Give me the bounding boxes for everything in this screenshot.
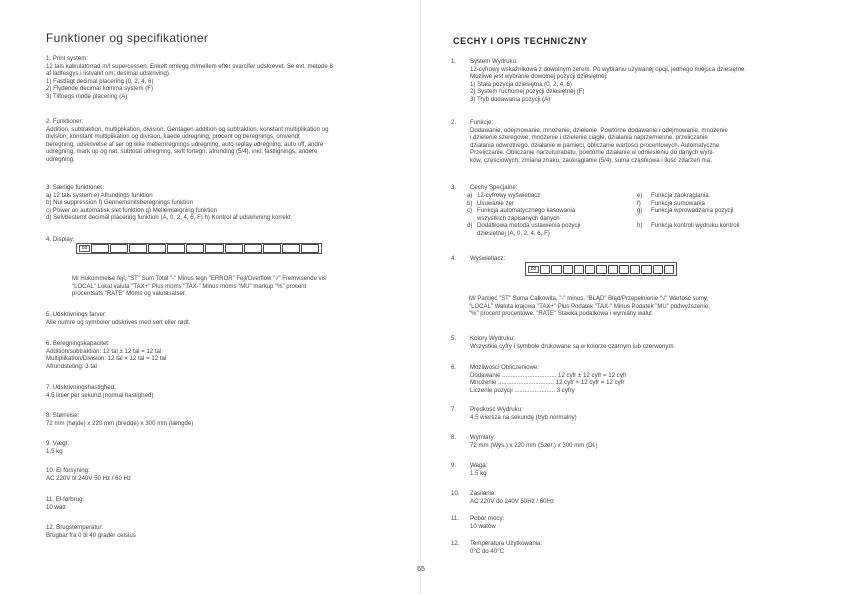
section-body: [470, 434, 821, 449]
right-display-heading: Wyświetlacz:: [470, 255, 506, 262]
lcd-digit-cell: [205, 244, 223, 253]
right-section: [451, 434, 821, 450]
lcd-digit-cell: [574, 265, 584, 274]
lcd-digit-cell: [263, 244, 281, 253]
section-number: 12.: [451, 540, 460, 547]
section-number: 3.: [451, 184, 457, 191]
left-section: [46, 118, 402, 164]
section-heading: Temperatura Użytkowania:: [470, 540, 543, 547]
left-section: [46, 440, 402, 455]
section-line: 12-cyfrowy wskaźnikowa z dowolnym zerem. Po wybraniu używanej opcji, jednego miejsca dziesiętne.: [470, 65, 747, 73]
section-line: Addition, subtraktion, multiplikation, division. Gentagen addition og subtraktion, konstant multiplikation og: [46, 125, 329, 133]
lcd-digit-cell: [664, 265, 674, 274]
lcd-digit-cell: [148, 244, 166, 253]
section-line: 10 watt: [46, 503, 66, 511]
section-heading: Zasilanie:: [470, 490, 497, 497]
left-section: [46, 55, 402, 101]
section-line: b) Nul suppression f) Gennemsnitsberegnings funktion: [46, 199, 194, 207]
right-page-title: CECHY I OPIS TECHNICZNY: [453, 36, 588, 46]
feature-text: Funkcja automatycznego kasowania: [477, 207, 576, 215]
section-body: [470, 58, 821, 104]
section-heading: 5. Udskrivnings farver:: [46, 311, 107, 318]
feature-text: Dodatkowa metoda ustawienia pozycji: [477, 222, 581, 230]
section-line: udregning, mark up og nat, subtotal udregning, skift fortegn, afrunding (5/4), inkl. fastlignings, andere: [46, 148, 318, 156]
section-heading: 6. Beregningskapacitet:: [46, 340, 110, 347]
section-line: a) 12 tals system e) Afrundings funktion: [46, 191, 153, 199]
legend-line: "LOCAL" Waluta krajowa "TAX+" Plus Podatek "TAX-" Minus Podatek "MU" podwyższenie,: [469, 303, 710, 310]
feature-key: e): [637, 192, 643, 199]
feature-row: [467, 200, 817, 208]
feature-row: [467, 192, 817, 200]
lcd-digit-cell: [301, 244, 319, 253]
section-number: 6.: [451, 364, 457, 371]
section-line: beregning, udskrivelse af ser og ikke mellemregnings udregning, auto replay udregning, auto off, andre: [46, 140, 324, 148]
lcd-digit-cell: [596, 265, 606, 274]
right-section: [451, 406, 821, 422]
section-body: [470, 406, 821, 421]
section-line: Alle numre og symboler udskrives med sort eller rødt.: [46, 318, 191, 326]
section-heading: 9. Vægt:: [46, 440, 70, 447]
section-line: 10 watów: [470, 522, 496, 530]
section-heading: 8. Størrelse:: [46, 412, 80, 419]
section-line: 1) Fastlagt decimal placering (0, 2, 4, 6): [46, 77, 154, 85]
section-body: [470, 335, 821, 350]
section-line: Addition/subtraktion: 12 tal ± 12 tal = 12 tal: [46, 347, 162, 355]
section-line: Wszystkie cyfry i symbole drukowane są w kolorze czarnym lub czerwonym.: [470, 342, 676, 350]
left-section: [46, 340, 402, 370]
left-section: [46, 412, 402, 427]
section-line: ków, częściowych, zmiana znaku, zaokrąglanie (5/4), suma cząstkowa i ilość zdarzeń ma.: [470, 156, 712, 164]
lcd-digit-cell: [551, 265, 561, 274]
legend-line: M/ Hukommelse fejl, "ST" Sum Total "-" Minus tegn "ERROR" Fejl/Overflow "√" Fremvisende vis: [72, 276, 326, 282]
feature-key: a): [467, 192, 473, 199]
section-line: 3) Tryb dodawania pozycji (A): [470, 95, 551, 103]
section-line: Dodawanie, odejmowanie, mnożenie, dzielenie. Powtórne dodawanie i odejmowanie, mnożenie: [470, 126, 728, 134]
feature-text: wszystkich zapisanych danych: [477, 214, 560, 222]
feature-row: [467, 230, 817, 238]
section-heading: 2. Funktioner:: [46, 118, 84, 125]
section-line: 0°C do 40°C: [470, 547, 505, 555]
section-heading: Pobór mocy:: [470, 515, 505, 522]
feature-key: b): [467, 199, 473, 207]
lcd-digit-cell: [244, 244, 262, 253]
right-page-polish: [421, 0, 842, 595]
right-section: [451, 515, 821, 531]
section-line: c) Power on automatisk slet funktion g) Mellemlægning funktion: [46, 206, 218, 214]
section-body: [470, 515, 821, 530]
section-heading: Cechy Specjalne:: [470, 184, 518, 191]
right-section: [451, 462, 821, 478]
section-line: 2) System ruchomej pozycji dziesiętnej (F): [470, 88, 585, 96]
section-line: 2) Flydende decimal komma system (F): [46, 85, 154, 93]
section-line: 72 mm (højde) x 220 mm (bredde) x 300 mm (længde): [46, 419, 194, 427]
section-line: 4.5 linier per sekund (normal hastighed): [46, 391, 154, 399]
section-line: Przeliczanie. Obliczanie narzutu/rabatu, powtórne działanie w odniesieniu do danych wyni-: [470, 149, 715, 157]
section-heading: System Wydruku:: [470, 58, 518, 65]
section-number: 2.: [451, 119, 457, 126]
right-lcd-display: [525, 262, 677, 276]
feature-list: [467, 192, 817, 238]
legend-line: procentsats "RATE" Moms og valutasatser.: [72, 291, 187, 298]
lcd-digit-cell: [225, 244, 243, 253]
right-section: [451, 490, 821, 506]
section-number: 11.: [451, 515, 460, 522]
left-page-title: Funktioner og specifikationer: [46, 31, 209, 45]
feature-row: [467, 222, 817, 230]
lcd-digit-cell: [282, 244, 300, 253]
section-line: 4.5 wiersza na sekundę (tryb normalny): [470, 413, 577, 421]
feature-key: f): [637, 199, 641, 207]
lcd-digit-cell: [585, 265, 595, 274]
section-number: 7.: [451, 406, 457, 413]
section-line: 72 mm (Wys.) x 220 mm (Szer.) x 300 mm (Dł.): [470, 441, 598, 449]
section-heading: 11. El-forbrug:: [46, 496, 85, 503]
lcd-indicator: 88: [528, 266, 539, 273]
right-section: [451, 58, 821, 104]
section-number: 5.: [451, 335, 457, 342]
left-section: [46, 496, 402, 511]
section-line: 1.5 kg: [470, 469, 487, 477]
section-heading: Możliwości Obliczeniowe:: [470, 364, 540, 371]
legend-line: "%" procent procentowe, "RATE" Stawka podatkowa i wymiany walut: [469, 311, 652, 318]
legend-line: "LOCAL" Lokal valuta "TAX+" Plus moms "TAX-" Minus moms "MU" markup "%" procent: [72, 283, 307, 290]
lcd-digits: [540, 265, 674, 274]
feature-text: dziesiętnej (A, 0, 2, 4, 6, F): [477, 229, 550, 237]
left-display-legend: [72, 276, 326, 299]
lcd-digit-cell: [608, 265, 618, 274]
right-section: [451, 364, 821, 395]
section-line: 3) Tilfoegs mode placering (A): [46, 92, 128, 100]
left-section: [46, 467, 402, 482]
feature-text: Funkcja wprowadzania pozycji: [651, 207, 734, 215]
left-section: [46, 184, 402, 222]
lcd-digit-cell: [563, 265, 573, 274]
section-line: Mnożenie ................................. 12 cyfr × 12 cyfr = 12 cyfr: [470, 379, 625, 387]
section-heading: 10. El forsyning:: [46, 467, 90, 474]
right-section: [451, 119, 821, 165]
section-line: działania odwrotnego, działanie w pamięci, obliczanie wartości procentowych. Automatyczne: [470, 141, 720, 149]
left-section: [46, 311, 402, 326]
section-heading: 1. Print system:: [46, 55, 88, 62]
left-display-heading: 4. Display:: [46, 236, 75, 243]
section-line: 1) Stała pozycja dziesiętna (0, 2, 4, 6): [470, 80, 572, 88]
section-heading: Kolory Wydruku:: [470, 335, 515, 342]
feature-text: Funkcja sumowania: [651, 199, 705, 207]
section-line: af ladfesgys i listvalkt om; desimal udskriving).: [46, 70, 171, 78]
lcd-digit-cell: [167, 244, 185, 253]
right-display-legend: [469, 296, 710, 319]
lcd-digits: [91, 244, 319, 253]
section-number: 8.: [451, 434, 457, 441]
section-heading: Waga:: [470, 462, 488, 469]
section-line: 1.5 kg: [46, 447, 63, 455]
section-number: 4.: [451, 255, 457, 262]
section-line: d) Selvbestemt decimal placering funktion (A, 0, 2, 4, 6, F) h) Kontrol af udskrivning korrekt: [46, 214, 291, 222]
feature-key: g): [637, 207, 643, 215]
left-section: [46, 384, 402, 399]
section-line: Dodawanie ................................ 12 cyfr ± 12 cyfr = 12 cyfr: [470, 371, 627, 379]
section-body: [470, 540, 821, 555]
section-line: Afrundsteting: 3 tal: [46, 362, 97, 370]
lcd-indicator: 88: [79, 245, 90, 252]
section-heading: Wymiary:: [470, 434, 496, 441]
feature-text: Usuwanie zer: [477, 199, 514, 207]
feature-text: Funkcja zaokrąglania: [651, 192, 709, 199]
section-line: AC 220V til 240V 50 Hz / 60 Hz: [46, 474, 132, 482]
legend-line: M/ Pamięć "ST" Suma Całkowita, "-" minus, "BŁĄD" Błąd/Przepełnienie "√" Wartość sumy,: [469, 296, 709, 302]
lcd-digit-cell: [110, 244, 128, 253]
section-body: [470, 119, 821, 165]
right-section: [451, 335, 821, 351]
left-lcd-display: [76, 243, 322, 254]
feature-row: [467, 215, 817, 223]
section-line: Mozliwe jest wybranie dowolnej pozycji dziesiętnej:: [470, 73, 608, 81]
section-line: Multiplikation/Division: 12 tal × 12 tal = 12 tal: [46, 355, 167, 363]
lcd-digit-cell: [641, 265, 651, 274]
section-body: [470, 490, 821, 505]
section-heading: 3. Særlige funktioner:: [46, 184, 104, 191]
section-line: Liczenie pozycji ........................ 3 cyfry: [470, 386, 575, 394]
section-number: 10.: [451, 490, 460, 497]
lcd-digit-cell: [619, 265, 629, 274]
section-number: 9.: [451, 462, 457, 469]
section-line: i dzielenie szeregowe, mnożenie i dzielenie ciągłe, działania naprzemienne, przeliczanie: [470, 134, 708, 142]
lcd-digit-cell: [653, 265, 663, 274]
feature-text: Funkcja kontroli wydruku kontroli: [651, 222, 740, 230]
section-line: 12 tals kalkulatorrad m/l supercessen. Enkelt omlegg m/mellem efter svarcifer udskrevet. Se evt. metode 8: [46, 62, 333, 70]
section-line: udregning.: [46, 155, 75, 163]
section-number: 1.: [451, 58, 457, 65]
lcd-digit-cell: [630, 265, 640, 274]
feature-row: [467, 207, 817, 215]
feature-key: d): [467, 222, 473, 230]
right-special-features: [451, 184, 821, 244]
right-section: [451, 540, 821, 556]
section-heading: 7. Udskrivningshastighed:: [46, 384, 116, 391]
lcd-digit-cell: [129, 244, 147, 253]
section-body: [470, 462, 821, 477]
feature-key: c): [467, 207, 473, 215]
section-line: division, konstant multiplikation og division, kaede udregning, procent og beregnings, omvendt: [46, 133, 300, 141]
page-number: 65: [417, 566, 425, 573]
section-line: Brugbar fra 0 til 40 grader celsius: [46, 531, 136, 539]
feature-key: h): [637, 222, 643, 230]
feature-text: 12-cyfrowy wyświetlacz: [477, 192, 541, 199]
lcd-digit-cell: [91, 244, 109, 253]
lcd-digit-cell: [186, 244, 204, 253]
section-line: AC 220V do 240V 50Hz / 60Hz: [470, 497, 555, 505]
section-heading: 12. Brugstemperatur:: [46, 524, 104, 531]
left-section: [46, 524, 402, 539]
section-heading: Prędkość Wydruku:: [470, 406, 523, 413]
lcd-digit-cell: [540, 265, 550, 274]
section-body: [470, 364, 821, 394]
section-heading: Funkcje:: [470, 119, 494, 126]
